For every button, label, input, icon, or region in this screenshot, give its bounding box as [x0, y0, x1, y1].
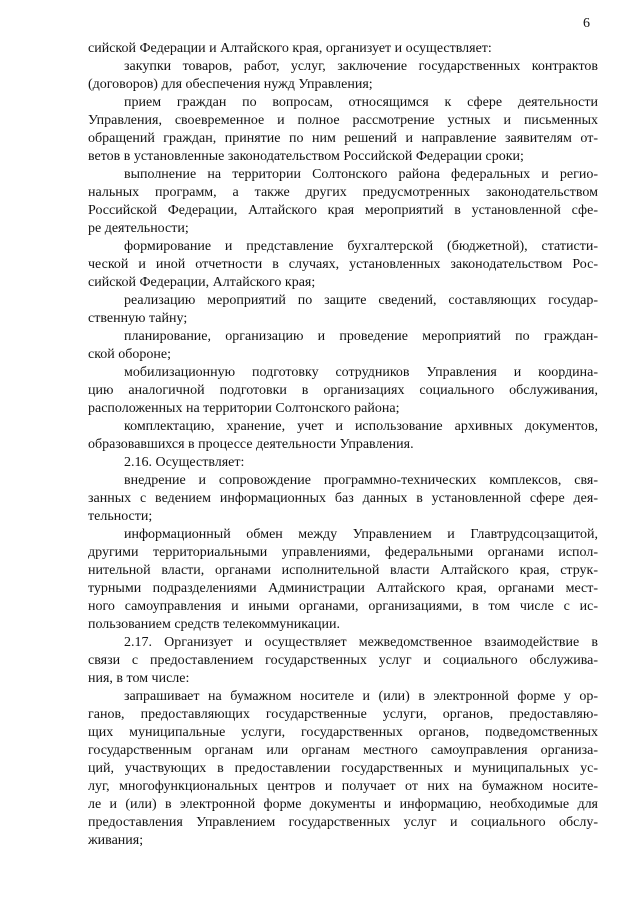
text-line: выполнение на территории Солтонского района федеральных и регио-	[124, 167, 598, 182]
text-line: тельности;	[88, 509, 153, 524]
text-line: ния, в том числе:	[88, 671, 190, 686]
text-line: реализацию мероприятий по защите сведений, составляющих государ-	[124, 293, 598, 308]
page-number: 6	[583, 16, 590, 31]
text-line: ле и (или) в электронной форме документы и информацию, необходимые для	[88, 797, 598, 812]
text-line: (договоров) для обеспечения нужд Управления;	[88, 77, 373, 92]
text-line: мобилизационную подготовку сотрудников Управления и координа-	[124, 365, 598, 380]
text-line: информационный обмен между Управлением и Главтрудсоцзащитой,	[124, 527, 598, 542]
text-line: нительной власти, органами исполнительной власти Алтайского края, струк-	[88, 563, 598, 578]
text-line: ственную тайну;	[88, 311, 188, 326]
text-line: турными подразделениями Администрации Алтайского края, органами мест-	[88, 581, 598, 596]
text-line: Управления, своевременное и полное рассмотрение устных и письменных	[88, 113, 598, 128]
text-line: сийской Федерации и Алтайского края, организует и осуществляет:	[88, 41, 492, 56]
text-line: ций, участвующих в предоставлении государственных и муниципальных ус-	[88, 761, 598, 776]
text-line: внедрение и сопровождение программно-технических комплексов, свя-	[124, 473, 598, 488]
text-line: занных с ведением информационных баз данных в установленной сфере дея-	[88, 491, 598, 506]
text-line: 2.16. Осуществляет:	[124, 455, 245, 470]
text-line: ного самоуправления и иными органами, организациями, в том числе с ис-	[88, 599, 598, 614]
text-line: связи с предоставлением государственных услуг и социального обслужива-	[88, 653, 598, 668]
text-line: сийской Федерации, Алтайского края;	[88, 275, 316, 290]
document-body	[88, 40, 598, 850]
text-line: расположенных на территории Солтонского района;	[88, 401, 400, 416]
text-line: запрашивает на бумажном носителе и (или) в электронной форме у ор-	[124, 689, 598, 704]
text-line: живания;	[88, 833, 144, 848]
text-line: цию аналогичной подготовки в организациях социального обслуживания,	[88, 383, 598, 398]
text-line: луг, многофункциональных центров и получает от них на бумажном носите-	[88, 779, 598, 794]
text-line: пользованием средств телекоммуникации.	[88, 617, 340, 632]
text-line: другими территориальными управлениями, федеральными органами испол-	[88, 545, 598, 560]
text-line: щих муниципальные услуги, государственных органов, подведомственных	[88, 725, 598, 740]
text-line: ганов, предоставляющих государственные услуги, органов, предоставляю-	[88, 707, 598, 722]
text-line: государственным органам или органам местного самоуправления организа-	[88, 743, 598, 758]
text-line: ской обороне;	[88, 347, 172, 362]
text-line: ветов в установленные законодательством Российской Федерации сроки;	[88, 149, 524, 164]
text-line: нальных программ, а также других предусмотренных законодательством	[88, 185, 598, 200]
text-line: формирование и представление бухгалтерской (бюджетной), статисти-	[124, 239, 598, 254]
text-line: Российской Федерации, Алтайского края мероприятий в установленной сфе-	[88, 203, 598, 218]
text-line: ре деятельности;	[88, 221, 189, 236]
text-line: планирование, организацию и проведение мероприятий по граждан-	[124, 329, 598, 344]
text-line: 2.17. Организует и осуществляет межведомственное взаимодействие в	[124, 635, 598, 650]
text-line: обращений граждан, принятие по ним решений и направление заявителям от-	[88, 131, 598, 146]
text-line: предоставления Управлением государственных услуг и социального обслу-	[88, 815, 598, 830]
text-line: закупки товаров, работ, услуг, заключение государственных контрактов	[124, 59, 598, 74]
text-line: ческой и иной отчетности в случаях, установленных законодательством Рос-	[88, 257, 598, 272]
text-line: прием граждан по вопросам, относящимся к сфере деятельности	[124, 95, 598, 110]
text-line: комплектацию, хранение, учет и использование архивных документов,	[124, 419, 598, 434]
text-line: образовавшихся в процессе деятельности Управления.	[88, 437, 414, 452]
